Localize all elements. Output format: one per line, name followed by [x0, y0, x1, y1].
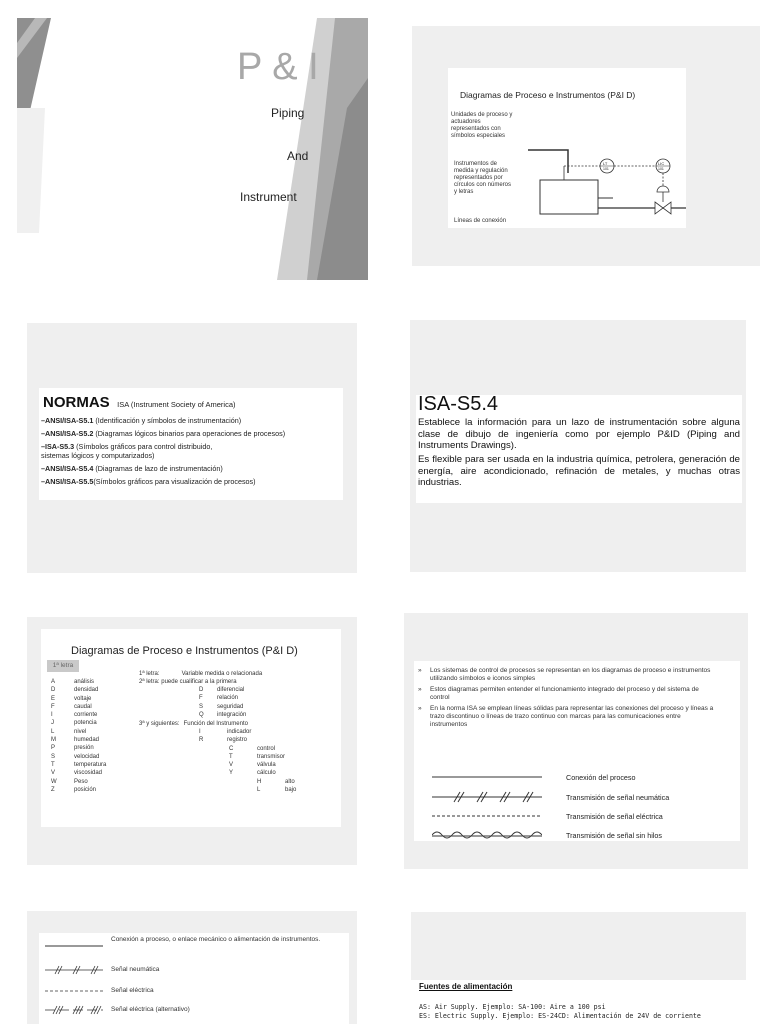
slide-7-signal-types [27, 911, 357, 1024]
slide-5-row: V viscosidad [51, 770, 103, 777]
slide-5-row: R registro [199, 737, 248, 744]
slide-6-bullet: » Estos diagramas permiten entender el funcionamiento integrado del proceso y del sistema de control [418, 686, 699, 701]
slide-5-row: S seguridad [199, 703, 244, 710]
slide-4-title: ISA-S5.4 [418, 393, 499, 415]
slide-6-legend-wireless: Transmisión de señal sin hilos [566, 831, 663, 840]
slide-3-heading [43, 394, 236, 412]
slide-8-heading: Fuentes de alimentación [419, 982, 513, 991]
slide-5-row: Y cálculo [229, 770, 276, 777]
slide-6-card [414, 661, 740, 841]
slide-1-line-piping: Piping [271, 106, 305, 120]
slide-6-bullets [418, 667, 714, 729]
slide-5-row: J potencia [51, 720, 97, 727]
slide-3-item: –ANSI/ISA-S5.1 (Identificación y símbolos de instrumentación) [41, 416, 242, 425]
slide-4-para2: Es flexible para ser usada en la industria química, petrolera, generación de energía, aire acondicionado, refinación de metales, y muchas otras industrias. [418, 454, 740, 488]
slide-5-row: L nivel [51, 728, 87, 735]
slide-1-line-and: And [287, 149, 309, 163]
slide-5-row: H alto [257, 778, 295, 785]
slide-8-line-2: ES: Electric Supply. Ejemplo: ES-24CD: Alimentación de 24V de corriente [419, 1012, 701, 1020]
slide-6-legend-electric: Transmisión de señal eléctrica [566, 812, 663, 821]
slide-3-item: sistemas lógicos y computarizados) [41, 451, 155, 460]
slide-6-bullet: » En la norma ISA se emplean líneas sólidas para representar las conexiones del proceso y líneas a trazo discontinuo o líneas de trazo continuo con marcas para las comunicaciones entre instrumentos [418, 705, 714, 728]
slide-3-item: –ANSI/ISA-S5.5(Símbolos gráficos para visualización de procesos) [41, 477, 256, 486]
slide-5-row: T transmisor [229, 753, 286, 760]
slide-2-tag-lt-bot: 101 [603, 167, 609, 171]
slide-5-row: D densidad [51, 687, 99, 694]
slide-6-signal-lines [404, 613, 748, 869]
slide-5-row: D diferencial [199, 687, 245, 693]
slide-5-row: S velocidad [51, 753, 100, 760]
slide-5-h3: 3ª y siguientes: Función del Instrumento [139, 721, 248, 727]
slide-2-pid-drawing [518, 138, 686, 228]
slide-7-row-electric-alt: Señal eléctrica (alternativo) [111, 1006, 190, 1013]
slide-4-para1: Establece la información para un lazo de instrumentación sobre alguna clase de dibujo de ingeniería como por ejemplo P&ID (Piping and Instruments Drawings). [418, 417, 740, 451]
slide-2-tag-lt-top: LT [603, 161, 608, 166]
slide-6-bullet: » Los sistemas de control de procesos se representan en los diagramas de proceso e instrumentos utilizando símbolos e iconos simples [418, 667, 711, 682]
slide-5-row: T temperatura [51, 761, 107, 768]
slide-8-line-1: AS: Air Supply. Ejemplo: SA-100: Aire a 100 psi [419, 1003, 606, 1011]
slide-5-col1 [51, 679, 141, 795]
slide-2-label-instruments: Instrumentos de medida y regulación representados por círculos con números y letras [454, 161, 512, 195]
slide-2-tag-lic-bot: 101 [658, 167, 664, 171]
slide-5-h1: 1ª letra: Variable medida o relacionada [139, 671, 263, 677]
slide-6-legend-pneumatic: Transmisión de señal neumática [566, 793, 670, 802]
slide-3-normas [27, 323, 357, 573]
slide-3-heading-sub: ISA (Instrument Society of America) [117, 400, 236, 409]
slide-3-heading-title: NORMAS [43, 394, 110, 411]
slide-8-power-supplies [411, 912, 746, 1024]
slide-8-card [411, 980, 746, 1024]
slide-2-label-units: Unidades de proceso y actuadores representados con símbolos especiales [451, 112, 513, 139]
slide-2-card [448, 68, 686, 228]
slide-6-legend-graphics [432, 769, 542, 845]
slide-5-row: L bajo [257, 787, 297, 794]
slide-7-card [39, 933, 349, 1024]
slide-5-h2: 2ª letra: puede cualificar a la primera [139, 679, 237, 685]
slide-3-list [41, 416, 341, 486]
slide-2-label-lines: Líneas de conexión [454, 218, 507, 224]
slide-5-card [41, 629, 341, 827]
slide-5-row: E voltaje [51, 695, 92, 702]
slide-5-row: Q integración [199, 711, 247, 718]
slide-3-item: –ISA-S5.3 (Símbolos gráficos para control distribuido, [41, 442, 213, 451]
slide-5-row: F caudal [51, 703, 92, 710]
slide-3-item: –ANSI/ISA-S5.2 (Diagramas lógicos binarios para operaciones de procesos) [41, 429, 286, 438]
slide-3-item: –ANSI/ISA-S5.4 (Diagramas de lazo de instrumentación) [41, 464, 223, 473]
slide-5-letter-codes [27, 617, 357, 865]
slide-4-isa-s54 [410, 320, 746, 572]
slide-7-row-electric: Señal eléctrica [111, 987, 154, 994]
slide-5-row: A análisis [51, 679, 95, 685]
slide-2-title: Diagramas de Proceso e Instrumentos (P&I D) [460, 90, 636, 100]
slide-1-title [17, 18, 368, 280]
slide-5-row: M humedad [51, 737, 100, 744]
slide-5-title: Diagramas de Proceso e Instrumentos (P&I D) [71, 645, 298, 657]
slide-3-card [39, 388, 343, 500]
slide-7-lines [45, 933, 105, 1023]
slide-4-card [416, 395, 742, 503]
slide-1-title-text: P & I [237, 46, 319, 88]
slide-5-row: W Peso [51, 778, 88, 785]
slide-6-legend-process: Conexión del proceso [566, 773, 636, 782]
slide-5-row: C control [229, 745, 276, 752]
slide-1-line-instrument: Instrument [240, 190, 297, 204]
slide-5-row: I indicador [199, 729, 252, 735]
slide-2-pid-diagram [412, 26, 760, 266]
slide-5-row: Z posición [51, 786, 97, 793]
slide-5-col3 [199, 729, 339, 795]
slide-2-tag-lic-top: LIC [658, 161, 665, 166]
slide-5-row: V válvula [229, 762, 276, 769]
slide-5-row: P presión [51, 745, 94, 752]
slide-7-row-process: Conexión a proceso, o enlace mecánico o alimentación de instrumentos. [111, 936, 321, 943]
slide-5-row: I corriente [51, 712, 98, 719]
slide-7-row-pneumatic: Señal neumática [111, 966, 160, 973]
slide-5-row: F relación [199, 695, 239, 702]
slide-5-col2 [199, 687, 299, 720]
slide-5-badge: 1ª letra [47, 660, 79, 672]
